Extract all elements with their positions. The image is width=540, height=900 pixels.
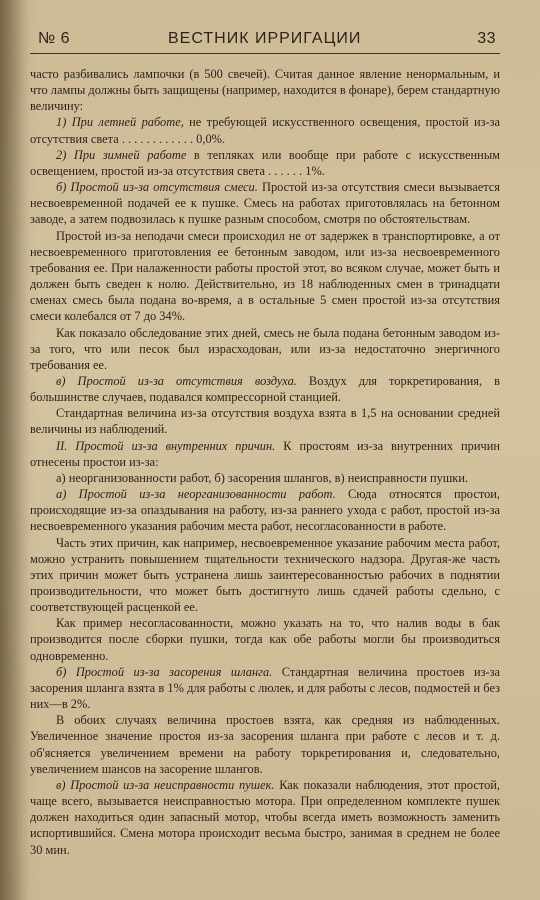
paragraph-text: Воздух для торкретирования, в большинстве случаев, подавался компрессорной станцией. [30, 373, 500, 405]
section-heading: II. Простой из-за внутренних причин. [56, 438, 276, 453]
paragraph-text: К простоям из-за внутренних причин отнесены простои из-за: [30, 438, 500, 469]
paragraph [30, 438, 500, 470]
paragraph-text: часто разбивались лампочки (в 500 свечей). Считая данное явление ненормальным, и что лампы должны быть защищены (например, находится в фонаре), берем стандартную величину: [30, 67, 500, 114]
paragraph-text: Как пример несогласованности, можно указать на то, что налив воды в бак производится после сборки пушки, тогда как обе работы могли бы производиться одновременно. [30, 616, 500, 663]
paragraph [30, 405, 500, 437]
section-heading: а) Простой из-за неорганизованности работ. [56, 487, 336, 502]
paragraph [30, 712, 500, 777]
article-body [30, 66, 500, 858]
section-heading: в) Простой из-за неисправности пушек. [56, 777, 275, 792]
journal-title: ВЕСТНИК ИРРИГАЦИИ [168, 30, 362, 47]
paragraph-text: Простой из-за неподачи смеси происходил не от задержек в транспортировке, а от несвоевременного приготовления ее бетонным заводом, или из-за несвоевременного требования ее. При налаженности работы простой этот, во всяком случае, может быть и должен быть сведен к нолю. Действительно, из 18 наблюденных смен в тринадцати сменах смесь была подана во-время, а в остальные 5 смен простой из-за отсутствия смеси колебался от 7 до 34%. [30, 228, 500, 324]
paragraph [30, 486, 500, 534]
section-heading: 1) При летней работе, [56, 115, 184, 130]
paragraph [30, 114, 500, 146]
paragraph [30, 325, 500, 373]
paragraph-text: Часть этих причин, как например, несвоевременное указание рабочим места работ, можно устранить повышением тщательности технического надзора. Другая-же часть этих причин может быть устранена лишь заинтересованностью рабочих в поднятии производительности, что может быть достигнуто лишь сдачей работы сдельно, с соответствующей расценкой ее. [30, 535, 500, 615]
header-rule [30, 53, 500, 54]
paragraph-text: не требующей искусственного освещения, простой из-за отсутствия света . . . . . . . . . . . . 0,0%. [30, 115, 500, 146]
paragraph-text: Стандартная величина из-за отсутствия воздуха взята в 1,5 на основании средней величины из наблюдений. [30, 406, 500, 437]
paragraph-text: Простой из-за отсутствия смеси вызывается несвоевременной подачей ее к пушке. Смесь на работах приготовлялась на бетонном заводе, а затем подвозилась к пушке разным способом, смотря по обстоятельствам. [30, 180, 500, 227]
paragraph [30, 777, 500, 858]
issue-number: № 6 [38, 30, 71, 47]
paragraph [30, 470, 500, 486]
binding-shadow [0, 0, 30, 900]
section-heading: 2) При зимней работе [56, 147, 187, 162]
paragraph-text: В обоих случаях величина простоев взята, как средняя из наблюденных. Увеличенное значение простоя из-за засорения шланга при работе с лесов и т. д. об'ясняется увеличением времени на работу торкретирования и, следовательно, увеличением шансов на засорение шлангов. [30, 713, 500, 776]
paragraph-text: Как показало обследование этих дней, смесь не была подана бетонным заводом из-за того, что или песок был израсходован, или из-за недостаточно энергичного требования ее. [30, 325, 500, 372]
paragraph-text: Как показали наблюдения, этот простой, чаще всего, вызывается неисправностью мотора. При определенном комплекте пушек должен находиться один запасный мотор, чтобы всегда иметь возможность заменить испортившийся. Смена мотора происходит весьма быстро, занимая в среднем не более 30 мин. [30, 777, 500, 857]
section-heading: в) Простой из-за отсутствия воздуха. [56, 373, 297, 388]
paragraph-text: Стандартная величина простоев из-за засорения шланга взята в 1% для работы с люлек, и для работы с лесов, подмостей и без них—в 2%. [30, 664, 500, 712]
paragraph [30, 228, 500, 325]
paragraph [30, 664, 500, 712]
section-heading: б) Простой из-за отсутствия смеси. [56, 180, 258, 195]
paragraph-text: в тепляках или вообще при работе с искусственным освещением, простой из-за отсутствия света . . . . . . 1%. [30, 147, 500, 178]
page-number: 33 [477, 30, 496, 47]
paragraph [30, 373, 500, 405]
paragraph [30, 535, 500, 616]
paragraph [30, 179, 500, 227]
paragraph-text: а) неорганизованности работ, б) засорения шлангов, в) неисправности пушки. [56, 470, 469, 485]
paragraph [30, 147, 500, 179]
section-heading: б) Простой из-за засорения шланга. [56, 664, 273, 679]
paragraph-text: Сюда относятся простои, происходящие из-за опаздывания на работу, из-за раннего ухода с работ, простой из-за несвоевременного указания рабочим места работ, несогласованности в работе. [30, 487, 500, 534]
paragraph [30, 615, 500, 663]
running-header [38, 30, 496, 54]
paragraph [30, 66, 500, 114]
